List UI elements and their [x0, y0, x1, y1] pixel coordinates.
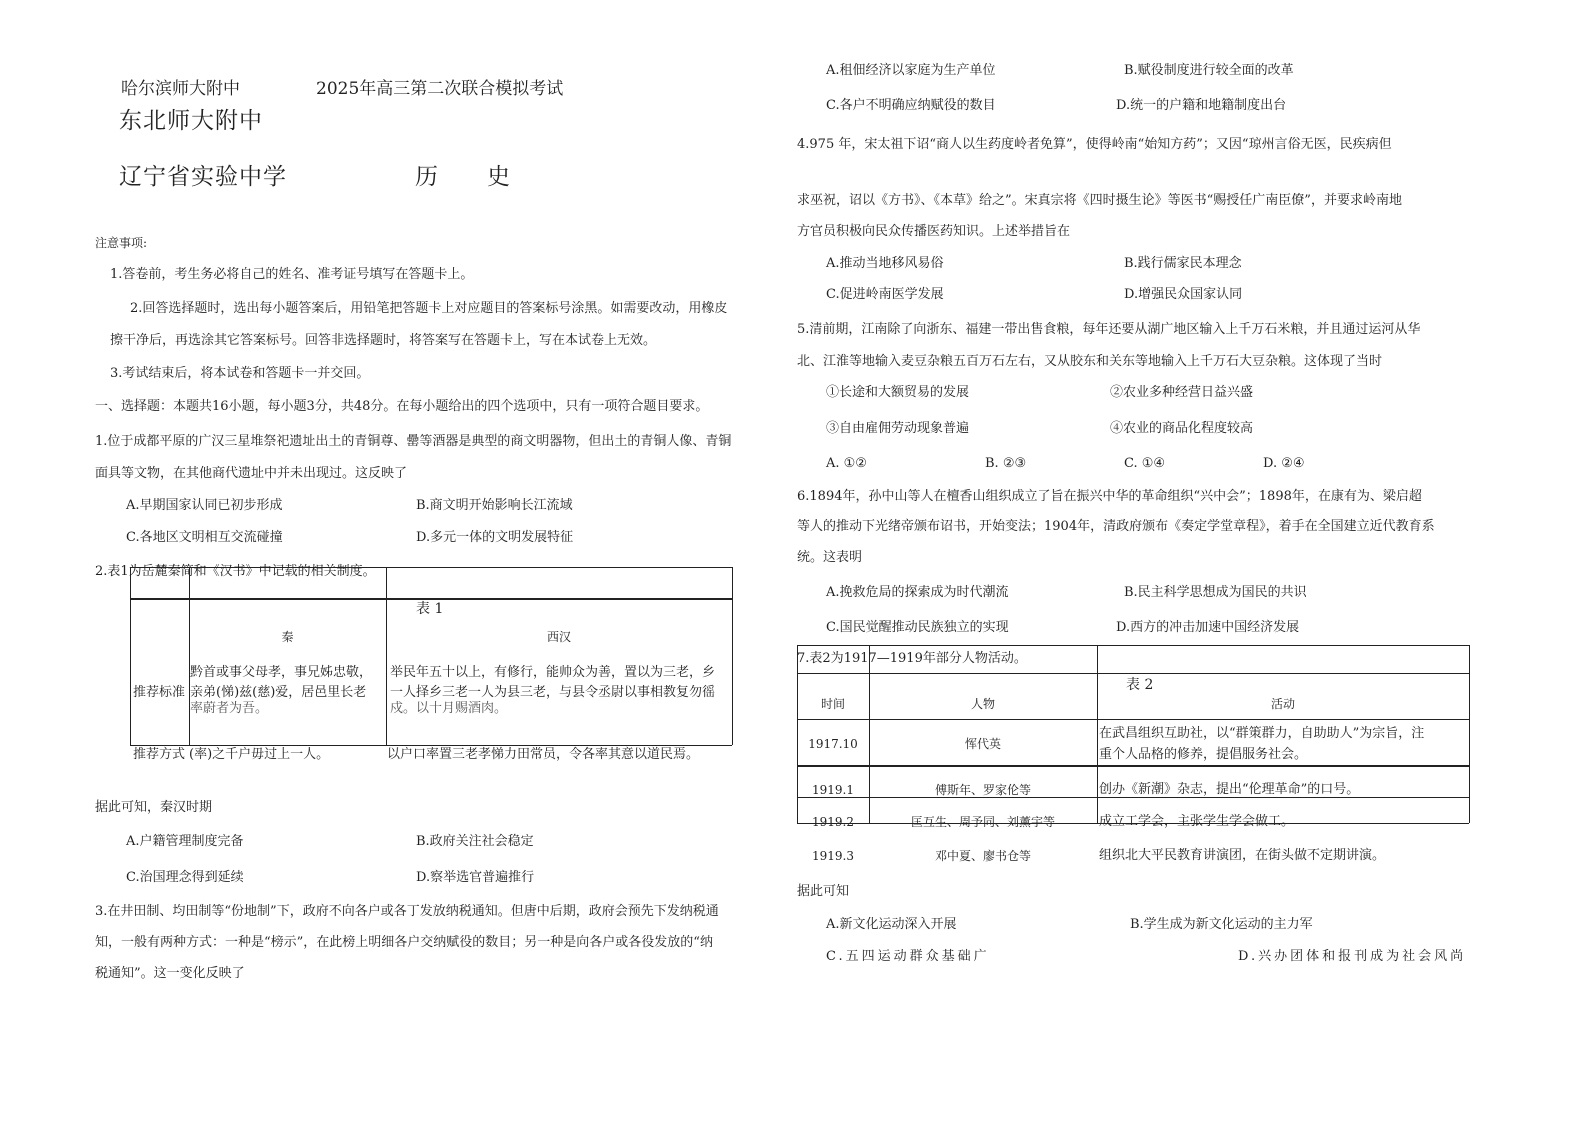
- table-1-han-standard-2: 一人择乡三老一人为县三老，与县令丞尉以事相教复勿徭: [390, 685, 716, 700]
- q4-stem-line2: 求巫祝，诏以《方书》、《本草》给之”。宋真宗将《四时摄生论》等医书“赐授任广南臣僚”，并要求岭南地: [797, 193, 1402, 208]
- q5-option-d: D. ②④: [1263, 456, 1305, 471]
- q7-option-d: D.兴办团体和报刊成为社会风尚: [1238, 949, 1467, 964]
- school-name-1: 哈尔滨师大附中: [121, 79, 240, 99]
- q2-option-a: A.户籍管理制度完备: [126, 834, 244, 849]
- q1-stem-line1: 1.位于成都平原的广汉三星堆祭祀遗址出土的青铜尊、罍等酒器是典型的商文明器物，但出土的青铜人像、青铜: [95, 434, 732, 449]
- q3-option-c: C.各户不明确应纳赋役的数目: [826, 98, 996, 113]
- q4-stem-line1: 4.975 年，宋太祖下诏“商人以生药度岭者免算”，使得岭南“始知方药”；又因“琼州言俗无医，民疾病但: [797, 137, 1392, 152]
- school-name-3: 辽宁省实验中学: [119, 164, 287, 190]
- table-2-row4-time: 1919.3: [812, 849, 854, 863]
- table-2-row1-activity-1: 在武昌组织互助社，以“群策群力，自助助人”为宗旨，注: [1099, 726, 1425, 741]
- notice-item-3: 3.考试结束后，将本试卷和答题卡一并交回。: [110, 366, 370, 381]
- table-1-row-method-label: 推荐方式: [133, 747, 186, 762]
- table-2-row3-person: 匡互生、周予同、刘薰宇等: [910, 815, 1055, 829]
- table-1-qin-standard-2: 亲弟(悌)兹(慈)爱，居邑里长老: [190, 685, 367, 700]
- table-2-row1-activity-2: 重个人品格的修养，提倡服务社会。: [1099, 747, 1308, 762]
- q2-stem: 2.表1为岳麓秦简和《汉书》中记载的相关制度。: [95, 564, 376, 579]
- notice-item-2a: 2.回答选择题时，选出每小题答案后，用铅笔把答题卡上对应题目的答案标号涂黑。如需要改动，用橡皮: [130, 301, 728, 316]
- q5-option-a: A. ①②: [826, 456, 867, 471]
- q5-option-b: B. ②③: [985, 456, 1027, 471]
- table-1-title: 表 1: [416, 601, 444, 617]
- table-2-title: 表 2: [1126, 677, 1154, 693]
- q3-option-b: B.赋役制度进行较全面的改革: [1124, 63, 1294, 78]
- q7-stem: 7.表2为1917—1919年部分人物活动。: [797, 651, 1027, 666]
- q2-option-d: D.察举选官普遍推行: [416, 870, 535, 885]
- table-1-qin-standard-3: 率蔚者为吾。: [190, 701, 269, 716]
- q5-stem-line2: 北、江淮等地输入麦豆杂粮五百万石左右，又从胶东和关东等地输入上千万石大豆杂粮。这体现了当时: [797, 354, 1383, 369]
- q6-option-d: D.西方的冲击加速中国经济发展: [1116, 620, 1300, 635]
- table-2-row2-person: 傅斯年、罗家伦等: [934, 783, 1031, 797]
- q6-stem-line3: 统。这表明: [797, 550, 863, 565]
- table-2-row1-time: 1917.10: [808, 737, 858, 751]
- subject-char-1: 历: [415, 164, 439, 190]
- q2-lead: 据此可知，秦汉时期: [95, 800, 213, 815]
- table-2-row2-time: 1919.1: [812, 783, 854, 797]
- q5-statement-4: ④农业的商品化程度较高: [1110, 421, 1254, 436]
- notice-item-1: 1.答卷前，考生务必将自己的姓名、准考证号填写在答题卡上。: [110, 267, 474, 282]
- table-2-header-time: 时间: [820, 697, 845, 711]
- q6-stem-line1: 6.1894年，孙中山等人在檀香山组织成立了旨在振兴中华的革命组织“兴中会”；1898年，在康有为、梁启超: [797, 489, 1422, 504]
- q7-option-a: A.新文化运动深入开展: [826, 917, 957, 932]
- table-2-row3-activity: 成立工学会，主张学生学会做工。: [1099, 814, 1295, 829]
- table-1-qin-method: (率)之千户毋过上一人。: [189, 747, 330, 762]
- q3-stem-line3: 税通知”。这一变化反映了: [95, 966, 245, 981]
- q4-option-c: C.促进岭南医学发展: [826, 287, 944, 302]
- q6-stem-line2: 等人的推动下光绪帝颁布诏书，开始变法；1904年，清政府颁布《奏定学堂章程》，着手在全国建立近代教育系: [797, 519, 1435, 534]
- table-2-row1-person: 恽代英: [964, 737, 1001, 751]
- q7-option-b: B.学生成为新文化运动的主力军: [1130, 917, 1313, 932]
- table-2-row4-person: 邓中夏、廖书仓等: [934, 849, 1031, 863]
- q5-stem-line1: 5.清前期，江南除了向浙东、福建一带出售食粮，每年还要从湖广地区输入上千万石米粮，并且通过运河从华: [797, 322, 1421, 337]
- q1-option-a: A.早期国家认同已初步形成: [126, 498, 283, 513]
- q6-option-b: B.民主科学思想成为国民的共识: [1124, 585, 1307, 600]
- q2-option-b: B.政府关注社会稳定: [416, 834, 534, 849]
- section-heading: 一、选择题：本题共16小题，每小题3分，共48分。在每小题给出的四个选项中，只有一项符合题目要求。: [95, 399, 709, 414]
- q1-option-c: C.各地区文明相互交流碰撞: [126, 530, 283, 545]
- q4-option-a: A.推动当地移风易俗: [826, 256, 944, 271]
- q2-option-c: C.治国理念得到延续: [126, 870, 244, 885]
- table-1-han-standard-3: 戍。以十月赐酒肉。: [390, 701, 508, 716]
- notice-item-2b: 擦干净后，再选涂其它答案标号。回答非选择题时，将答案写在答题卡上，写在本试卷上无效。: [110, 333, 657, 348]
- q6-option-c: C.国民觉醒推动民族独立的实现: [826, 620, 1009, 635]
- q4-option-d: D.增强民众国家认同: [1124, 287, 1243, 302]
- table-1-col-han: 西汉: [546, 630, 571, 644]
- q1-option-d: D.多元一体的文明发展特征: [416, 530, 574, 545]
- table-1-row-standard-label: 推荐标准: [133, 685, 186, 700]
- table-1-han-standard-1: 举民年五十以上，有修行，能帅众为善，置以为三老，乡: [390, 665, 716, 680]
- table-2-header-activity: 活动: [1270, 697, 1295, 711]
- school-name-2: 东北师大附中: [119, 108, 263, 134]
- q3-option-d: D.统一的户籍和地籍制度出台: [1116, 98, 1287, 113]
- exam-title: 2025年高三第二次联合模拟考试: [316, 79, 564, 99]
- q1-stem-line2: 面具等文物，在其他商代遗址中并未出现过。这反映了: [95, 466, 408, 481]
- q4-stem-line3: 方官员积极向民众传播医药知识。上述举措旨在: [797, 224, 1071, 239]
- table-1-han-method: 以户口率置三老孝悌力田常员，令各率其意以道民焉。: [387, 747, 700, 762]
- q5-statement-3: ③自由雇佣劳动现象普遍: [826, 421, 970, 436]
- table-1-col-qin: 秦: [281, 630, 294, 644]
- q1-option-b: B.商文明开始影响长江流域: [416, 498, 573, 513]
- subject-char-2: 史: [487, 164, 511, 190]
- q5-option-c: C. ①④: [1124, 456, 1166, 471]
- table-2-row4-activity: 组织北大平民教育讲演团，在街头做不定期讲演。: [1099, 848, 1386, 863]
- table-2-header-person: 人物: [970, 697, 995, 711]
- table-1-qin-standard-1: 黔首或事父母孝，事兄姊忠敬，: [190, 665, 373, 680]
- q5-statement-1: ①长途和大额贸易的发展: [826, 385, 970, 400]
- q5-statement-2: ②农业多种经营日益兴盛: [1110, 385, 1254, 400]
- q3-option-a: A.租佃经济以家庭为生产单位: [826, 63, 996, 78]
- q7-option-c: C.五四运动群众基础广: [826, 949, 990, 964]
- table-2-row2-activity: 创办《新潮》杂志，提出“伦理革命”的口号。: [1099, 782, 1360, 797]
- q3-stem-line2: 知，一般有两种方式：一种是“榜示”，在此榜上明细各户交纳赋役的数目；另一种是向各户或各役发放的“纳: [95, 935, 713, 950]
- q6-option-a: A.挽救危局的探索成为时代潮流: [826, 585, 1009, 600]
- table-2-row3-time: 1919.2: [812, 815, 854, 829]
- notice-title: 注意事项:: [95, 236, 148, 250]
- q7-lead: 据此可知: [797, 884, 850, 899]
- q3-stem-line1: 3.在井田制、均田制等“份地制”下，政府不向各户或各丁发放纳税通知。但唐中后期，政府会预先下发纳税通: [95, 904, 719, 919]
- q4-option-b: B.践行儒家民本理念: [1124, 256, 1242, 271]
